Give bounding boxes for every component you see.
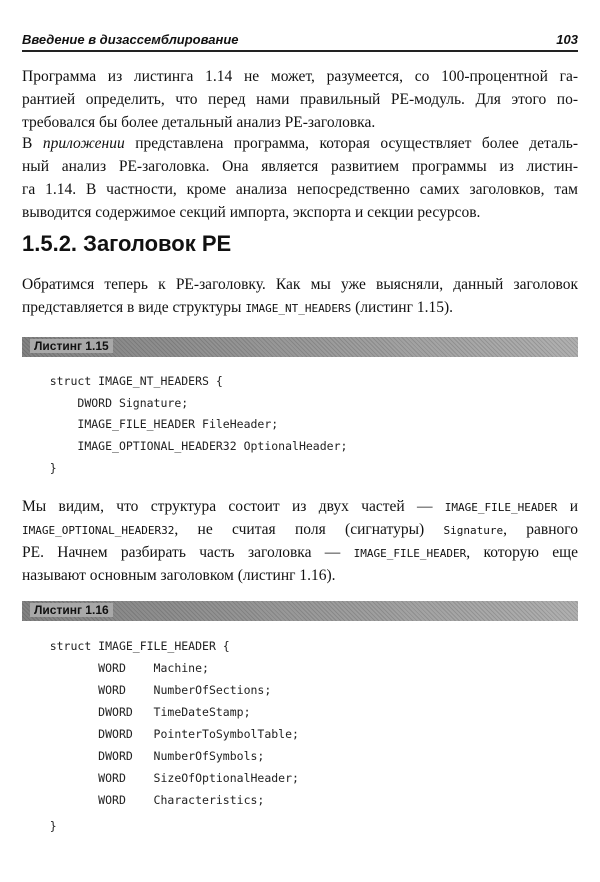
- code-identifier: IMAGE_NT_HEADERS: [245, 302, 352, 315]
- emphasis-text: приложении: [42, 135, 125, 152]
- text-fragment: , равного: [503, 521, 578, 538]
- text-line: выводится содержимое секций импорта, экспорта и секции ресурсов.: [22, 204, 481, 221]
- code-line: IMAGE_FILE_HEADER FileHeader;: [49, 417, 279, 431]
- paragraph-2: [22, 132, 578, 224]
- code-line: DWORD NumberOfSymbols;: [49, 749, 265, 763]
- code-listing-1-15: [22, 370, 348, 475]
- text-line: рантией определить, что перед нами правильный PE-модуль. Для этого по-: [22, 91, 578, 108]
- code-line: }: [49, 461, 57, 475]
- code-line: WORD SizeOfOptionalHeader;: [49, 771, 299, 785]
- text-fragment: представлена программа, которая осуществляет более деталь-: [124, 135, 578, 152]
- code-identifier: IMAGE_FILE_HEADER: [353, 547, 467, 560]
- running-header: [22, 30, 578, 52]
- text-fragment: PE. Начнем разбирать часть заголовка —: [22, 544, 354, 561]
- code-identifier: IMAGE_OPTIONAL_HEADER32: [22, 524, 175, 537]
- text-fragment: Мы видим, что структура состоит из двух частей —: [22, 498, 445, 515]
- listing-header-bar: [22, 601, 578, 621]
- text-line: га 1.14. В частности, кроме анализа непосредственно самих заголовков, там: [22, 181, 578, 198]
- code-line: DWORD PointerToSymbolTable;: [49, 727, 299, 741]
- code-line: WORD NumberOfSections;: [49, 683, 272, 697]
- text-fragment: , не считая поля (сигнатуры): [174, 521, 444, 538]
- chapter-title: Введение в дизассемблирование: [22, 32, 239, 47]
- code-line: IMAGE_OPTIONAL_HEADER32 OptionalHeader;: [49, 439, 348, 453]
- text-fragment: , которую еще: [466, 544, 578, 561]
- text-fragment: и: [557, 498, 578, 515]
- paragraph-3: [22, 273, 578, 319]
- listing-label: Листинг 1.16: [30, 603, 113, 617]
- text-fragment: В: [22, 135, 43, 152]
- section-heading: 1.5.2. Заголовок PE: [22, 231, 232, 256]
- text-line: называют основным заголовком (листинг 1.16).: [22, 567, 336, 584]
- paragraph-1: [22, 65, 578, 134]
- text-line: требовался бы более детальный анализ PE-заголовка.: [22, 114, 376, 131]
- code-line: WORD Characteristics;: [49, 793, 265, 807]
- code-line: struct IMAGE_FILE_HEADER {: [49, 639, 230, 653]
- paragraph-4: [22, 495, 578, 587]
- code-line: WORD Machine;: [49, 661, 209, 675]
- text-line: Обратимся теперь к PE-заголовку. Как мы уже выясняли, данный заголовок: [22, 276, 578, 293]
- code-line: DWORD TimeDateStamp;: [49, 705, 251, 719]
- code-listing-1-16: [22, 635, 299, 833]
- code-line: }: [49, 819, 57, 833]
- text-line: ный анализ PE-заголовка. Она является развитием программы из листин-: [22, 158, 578, 175]
- text-line: [22, 132, 578, 155]
- listing-header-bar: [22, 337, 578, 357]
- text-line: [22, 296, 578, 319]
- page-number: 103: [556, 32, 578, 47]
- code-identifier: Signature: [443, 524, 504, 537]
- code-identifier: IMAGE_FILE_HEADER: [444, 501, 558, 514]
- listing-label: Листинг 1.15: [30, 339, 113, 353]
- text-fragment: (листинг 1.15).: [351, 299, 453, 316]
- text-fragment: представляется в виде структуры: [22, 299, 246, 316]
- code-line: DWORD Signature;: [49, 396, 189, 410]
- text-line: [22, 518, 578, 541]
- text-line: [22, 495, 578, 518]
- text-line: Программа из листинга 1.14 не может, разумеется, со 100-процентной га-: [22, 68, 578, 85]
- code-line: struct IMAGE_NT_HEADERS {: [49, 374, 223, 388]
- text-line: [22, 541, 578, 564]
